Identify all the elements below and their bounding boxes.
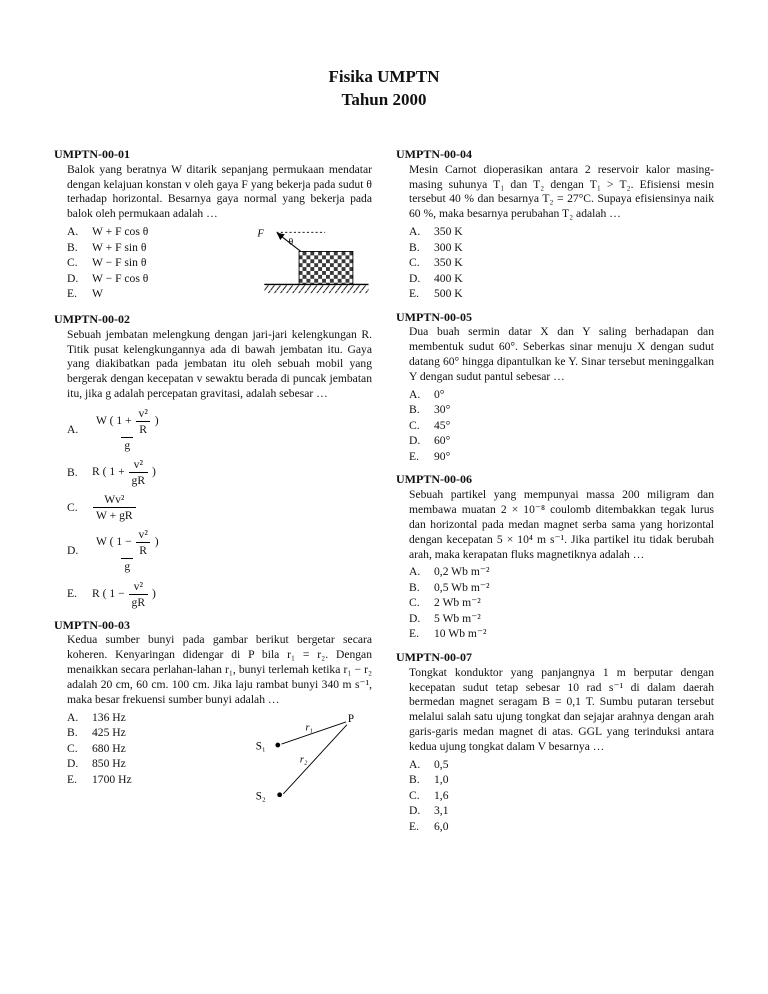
fraction-denominator: W + gR bbox=[93, 507, 136, 523]
question-id: UMPTN-00-01 bbox=[54, 146, 130, 161]
option-text: 0° bbox=[434, 387, 445, 401]
option-text: 400 K bbox=[434, 271, 463, 285]
option-row bbox=[409, 433, 714, 449]
option-label: A. bbox=[409, 565, 421, 579]
option-label: E. bbox=[409, 449, 419, 463]
option-row bbox=[67, 240, 232, 256]
option-row bbox=[67, 457, 372, 488]
option-row bbox=[67, 224, 232, 240]
block-shape bbox=[299, 251, 353, 284]
option-text: 2 Wb m⁻² bbox=[434, 596, 481, 610]
option-row bbox=[409, 757, 714, 773]
option-label: E. bbox=[67, 587, 77, 601]
fraction-denominator: gR bbox=[129, 594, 149, 610]
options-list bbox=[67, 224, 372, 304]
block-on-surface-diagram bbox=[240, 220, 372, 302]
question-id: UMPTN-00-02 bbox=[54, 311, 130, 326]
option-text: 1,6 bbox=[434, 788, 449, 802]
option-label: B. bbox=[409, 403, 420, 417]
r2-path-line bbox=[283, 721, 347, 793]
option-row bbox=[409, 564, 714, 580]
fraction-denominator: R bbox=[136, 421, 150, 437]
option-label: B. bbox=[67, 465, 78, 479]
option-label: B. bbox=[409, 773, 420, 787]
option-label: A. bbox=[409, 387, 421, 401]
option-label: D. bbox=[67, 544, 79, 558]
fraction bbox=[136, 406, 151, 437]
option-text: W + F sin θ bbox=[92, 240, 147, 254]
page-title: Fisika UMPTN bbox=[328, 67, 440, 86]
option-label: C. bbox=[409, 418, 420, 432]
option-label: C. bbox=[409, 788, 420, 802]
option-row bbox=[67, 772, 242, 788]
fraction-numerator: v² bbox=[138, 406, 148, 420]
question-body: Tongkat konduktor yang panjangnya 1 m berputar dengan kecepatan sudut tetap sebesar 10 rad s⁻¹ di dalam daerah bermedan magnet seragam B = 0,1 T. Sumbu putaran tersebut melalui salah satu ujung tongkat dan sejajar arahnya dengan arah garis-garis medan magnet di atas. GGL yang terinduksi antara kedua ujung tongkat dalam V besarnya … bbox=[409, 665, 714, 753]
question-body: Mesin Carnot dioperasikan antara 2 reservoir kalor masing-masing suhunya T₁ dan T₂ dengan T₁ > T₂. Efisiensi mesin tersebut 40 % dan besarnya T₂ = 27°C. Supaya efisiensinya naik 60 %, maka besarnya perubahan T₂ adalah … bbox=[409, 162, 714, 221]
option-label: B. bbox=[67, 240, 78, 254]
option-label: B. bbox=[67, 726, 78, 740]
option-label: E. bbox=[409, 627, 419, 641]
option-text: 6,0 bbox=[434, 819, 449, 833]
option-label: D. bbox=[409, 271, 421, 285]
option-text: 5 Wb m⁻² bbox=[434, 611, 481, 625]
option-label: E. bbox=[67, 772, 77, 786]
option-text bbox=[92, 406, 163, 453]
option-label: D. bbox=[67, 271, 79, 285]
fraction-denominator: gR bbox=[129, 472, 149, 488]
option-text: 350 K bbox=[434, 224, 463, 238]
option-label: C. bbox=[67, 741, 78, 755]
question-body: Balok yang beratnya W ditarik sepanjang permukaan mendatar dengan kelajuan konstan v oleh gaya F yang bekerja pada sudut θ terhadap horizontal. Besarnya gaya normal yang bekerja pada balok oleh permukaan adalah … bbox=[67, 162, 372, 221]
option-row bbox=[67, 710, 242, 726]
option-label: B. bbox=[409, 240, 420, 254]
fraction-denominator: R bbox=[136, 542, 150, 558]
option-row bbox=[409, 626, 714, 642]
option-text: W − F cos θ bbox=[92, 271, 149, 285]
option-label: D. bbox=[67, 757, 79, 771]
fraction-numerator: Wv² bbox=[104, 493, 125, 507]
question-id: UMPTN-00-03 bbox=[54, 617, 130, 632]
option-text: 1700 Hz bbox=[92, 772, 132, 786]
option-row bbox=[67, 725, 242, 741]
option-text: R ( 1 − $\frac{\text{v²}}{gR}$ ) bbox=[92, 579, 156, 609]
option-text: W bbox=[92, 287, 103, 301]
option-text: 300 K bbox=[434, 240, 463, 254]
sound-diagram-svg bbox=[250, 710, 372, 804]
question-id: UMPTN-00-05 bbox=[396, 309, 472, 324]
column-right bbox=[396, 146, 714, 842]
option-text: R ( 1 + $\frac{\text{v²}}{gR}$ ) bbox=[92, 458, 156, 488]
option-text: 60° bbox=[434, 434, 451, 448]
option-row bbox=[409, 402, 714, 418]
option-label: E. bbox=[409, 819, 419, 833]
options-list bbox=[67, 710, 372, 806]
option-text: 0,2 Wb m⁻² bbox=[434, 565, 490, 579]
question-UMPTN-00-05 bbox=[396, 309, 714, 465]
question-id: UMPTN-00-04 bbox=[396, 146, 472, 161]
option-text: 90° bbox=[434, 449, 451, 463]
option-label: D. bbox=[409, 434, 421, 448]
option-row bbox=[409, 611, 714, 627]
sound-sources-diagram bbox=[250, 710, 372, 804]
option-row bbox=[409, 418, 714, 434]
options-list bbox=[409, 564, 714, 642]
fraction bbox=[93, 527, 162, 574]
option-text: W − F sin θ bbox=[92, 256, 147, 270]
option-row bbox=[409, 595, 714, 611]
option-text: 425 Hz bbox=[92, 726, 126, 740]
option-row bbox=[409, 819, 714, 835]
option-row bbox=[409, 240, 714, 256]
option-row bbox=[67, 271, 232, 287]
option-label: D. bbox=[409, 611, 421, 625]
option-text bbox=[92, 527, 163, 574]
option-row bbox=[67, 527, 372, 574]
option-label: C. bbox=[409, 256, 420, 270]
source-2-label: S₂ bbox=[255, 790, 266, 803]
option-row bbox=[67, 255, 232, 271]
option-row bbox=[409, 271, 714, 287]
source-1-label: S₁ bbox=[255, 740, 266, 753]
option-text: 45° bbox=[434, 418, 451, 432]
source-2-dot bbox=[277, 792, 282, 797]
options-list bbox=[409, 757, 714, 835]
option-label: E. bbox=[409, 287, 419, 301]
option-text: 350 K bbox=[434, 256, 463, 270]
fraction bbox=[129, 457, 149, 488]
question-body: Sebuah jembatan melengkung dengan jari-jari kelengkungan R. Titik pusat kelengkungannya ada di bawah jembatan itu. Gaya yang diakibatkan pada jembatan itu oleh sebuah mobil yang bergerak dengan kecepatan v sewaktu berada di puncak jembatan itu, jika g adalah percepatan gravitasi, adalah sebesar … bbox=[67, 327, 372, 401]
option-label: E. bbox=[67, 287, 77, 301]
option-text: 3,1 bbox=[434, 804, 449, 818]
option-row bbox=[67, 741, 242, 757]
fraction-denominator: g bbox=[121, 437, 133, 453]
option-text: 10 Wb m⁻² bbox=[434, 627, 487, 641]
fraction bbox=[93, 492, 136, 523]
option-label: B. bbox=[409, 580, 420, 594]
columns bbox=[0, 112, 768, 842]
option-row bbox=[409, 772, 714, 788]
option-row bbox=[67, 286, 232, 302]
angle-label: θ bbox=[288, 236, 294, 248]
option-row bbox=[67, 406, 372, 453]
option-label: A. bbox=[67, 710, 79, 724]
option-row bbox=[409, 255, 714, 271]
page-subtitle: Tahun 2000 bbox=[341, 89, 427, 109]
option-text: 0,5 Wb m⁻² bbox=[434, 580, 490, 594]
question-UMPTN-00-02 bbox=[54, 311, 372, 610]
option-row bbox=[409, 788, 714, 804]
page-header bbox=[0, 0, 768, 112]
option-row bbox=[67, 579, 372, 610]
option-text bbox=[92, 492, 137, 523]
options-list bbox=[409, 387, 714, 465]
question-UMPTN-00-07 bbox=[396, 649, 714, 834]
option-row bbox=[409, 286, 714, 302]
option-text: 680 Hz bbox=[92, 741, 126, 755]
option-text: 850 Hz bbox=[92, 757, 126, 771]
option-label: C. bbox=[67, 501, 78, 515]
point-p-label: P bbox=[347, 712, 355, 725]
option-label: D. bbox=[409, 804, 421, 818]
fraction-numerator: v² bbox=[138, 528, 148, 542]
options-list bbox=[409, 224, 714, 302]
fraction-numerator: v² bbox=[133, 458, 143, 472]
column-left bbox=[54, 146, 372, 842]
fraction bbox=[129, 579, 149, 610]
option-text: W + F cos θ bbox=[92, 224, 149, 238]
option-text: 30° bbox=[434, 403, 451, 417]
option-label: A. bbox=[67, 224, 79, 238]
fraction-denominator: g bbox=[121, 558, 133, 574]
option-text: 500 K bbox=[434, 287, 463, 301]
option-text: 0,5 bbox=[434, 757, 449, 771]
option-label: A. bbox=[409, 757, 421, 771]
source-1-dot bbox=[275, 742, 280, 747]
option-row bbox=[67, 756, 242, 772]
question-UMPTN-00-01 bbox=[54, 146, 372, 304]
ground-hatching bbox=[264, 285, 368, 293]
option-row bbox=[409, 803, 714, 819]
option-row bbox=[409, 449, 714, 465]
force-label: F bbox=[257, 228, 264, 240]
option-row bbox=[409, 387, 714, 403]
question-body: Sebuah partikel yang mempunyai massa 200 miligram dan membawa muatan 2 × 10⁻⁸ coulomb ditembakkan tegak lurus dan horizontal pada medan magnet serba sama yang horizontal dengan kecepatan 5 × 10⁴ m s⁻¹. Jika partikel itu tidak berubah arah, maka kerapatan fluks magnetiknya adalah … bbox=[409, 488, 714, 561]
fraction-numerator: W ( 1 + $\frac{\text{v²}}{R}$ ) bbox=[96, 406, 159, 436]
option-row bbox=[409, 224, 714, 240]
question-UMPTN-00-04 bbox=[396, 146, 714, 302]
r1-label: r₁ bbox=[305, 721, 313, 733]
question-id: UMPTN-00-07 bbox=[396, 650, 472, 664]
fraction-numerator: v² bbox=[133, 579, 143, 593]
question-id: UMPTN-00-06 bbox=[396, 472, 472, 487]
option-label: A. bbox=[409, 224, 421, 238]
block-diagram-svg bbox=[240, 220, 372, 302]
option-row bbox=[409, 580, 714, 596]
question-body: Dua buah sermin datar X dan Y saling berhadapan dan membentuk sudut 60°. Seberkas sinar menuju X dengan sudut datang 60° hingga dipantulkan ke Y. Sinar tersebut meninggalkan Y dengan sudut pantul sebesar … bbox=[409, 325, 714, 383]
question-UMPTN-00-06 bbox=[396, 471, 714, 642]
options-list bbox=[67, 406, 372, 610]
r2-label: r₂ bbox=[299, 754, 308, 766]
fraction bbox=[93, 406, 162, 453]
option-label: C. bbox=[409, 596, 420, 610]
option-label: C. bbox=[67, 256, 78, 270]
r1-path-line bbox=[282, 722, 347, 744]
fraction-numerator: W ( 1 − $\frac{\text{v²}}{R}$ ) bbox=[96, 528, 159, 558]
option-row bbox=[67, 492, 372, 523]
option-text: 1,0 bbox=[434, 773, 449, 787]
option-text: 136 Hz bbox=[92, 710, 126, 724]
fraction bbox=[136, 527, 151, 558]
option-label: A. bbox=[67, 422, 79, 436]
question-UMPTN-00-03 bbox=[54, 617, 372, 806]
question-body: Kedua sumber bunyi pada gambar berikut bergetar secara koheren. Kenyaringan didengar di P bila r₁ = r₂. Dengan menaikkan secara perlahan-lahan r₁, bunyi terlemah ketika r₁ − r₂ adalah 20 cm, 60 cm. 100 cm. Jika laju rambat bunyi 340 m s⁻¹, maka besar frekuensi sumber bunyi adalah … bbox=[67, 633, 372, 706]
